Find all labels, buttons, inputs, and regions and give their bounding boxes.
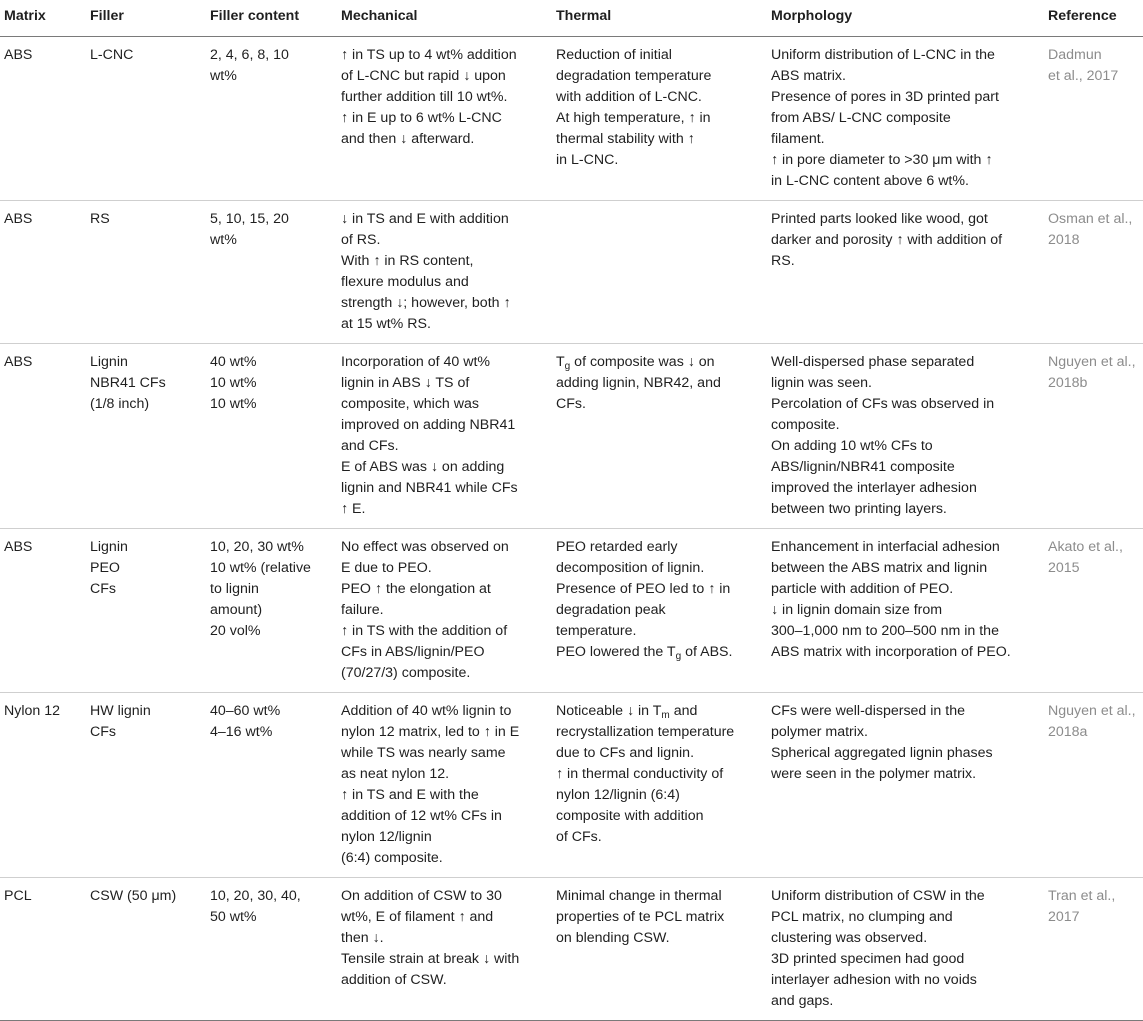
- cell-line: Lignin: [90, 539, 128, 555]
- cell-line: improved the interlayer adhesion: [771, 480, 977, 496]
- text-fragment: Noticeable ↓ in T: [556, 703, 662, 719]
- cell-line: in L-CNC content above 6 wt%.: [771, 173, 969, 189]
- cell-line: between the ABS matrix and lignin: [771, 560, 988, 576]
- cell-line: 2017: [1048, 909, 1080, 925]
- cell-line: adding lignin, NBR42, and: [556, 375, 721, 391]
- table-body: [0, 37, 1143, 1021]
- cell-line: amount): [210, 602, 263, 618]
- cell-line: ↑ in TS up to 4 wt% addition: [341, 47, 517, 63]
- cell-line: 2015: [1048, 560, 1080, 576]
- cell-line: due to CFs and lignin.: [556, 745, 695, 761]
- cell-line: lignin and NBR41 while CFs: [341, 480, 518, 496]
- cell-line: Enhancement in interfacial adhesion: [771, 539, 1000, 555]
- cell-line: ABS/lignin/NBR41 composite: [771, 459, 955, 475]
- subscript: g: [675, 651, 682, 662]
- header-filler: Filler: [86, 6, 206, 37]
- cell-line: PEO: [90, 560, 120, 576]
- cell-line: lignin was seen.: [771, 375, 872, 391]
- cell-filler: [86, 693, 206, 878]
- cell-line: ↓ in lignin domain size from: [771, 602, 943, 618]
- cell-line: filament.: [771, 131, 825, 147]
- cell-line: 5, 10, 15, 20: [210, 211, 289, 227]
- cell-line: 10 wt% (relative: [210, 560, 311, 576]
- cell-line: 10 wt%: [210, 396, 257, 412]
- cell-line: ABS matrix with incorporation of PEO.: [771, 644, 1011, 660]
- cell-line: PEO ↑ the elongation at: [341, 581, 491, 597]
- cell-line: 2018: [1048, 232, 1080, 248]
- cell-thermal: [552, 201, 767, 344]
- cell-line: [556, 642, 763, 663]
- cell-line: No effect was observed on: [341, 539, 509, 555]
- cell-filler: [86, 344, 206, 529]
- cell-line: ↑ in thermal conductivity of: [556, 766, 724, 782]
- cell-line: with addition of L-CNC.: [556, 89, 702, 105]
- cell-line: CFs were well-dispersed in the: [771, 703, 965, 719]
- cell-thermal: [552, 344, 767, 529]
- cell-line: addition of CSW.: [341, 972, 447, 988]
- cell-line: CFs in ABS/lignin/PEO: [341, 644, 485, 660]
- cell-line: Presence of PEO led to ↑ in: [556, 581, 731, 597]
- cell-line: flexure modulus and: [341, 274, 469, 290]
- cell-line: ↑ E.: [341, 501, 366, 517]
- cell-reference: [1044, 878, 1143, 1021]
- cell-line: while TS was nearly same: [341, 745, 506, 761]
- cell-line: properties of te PCL matrix: [556, 909, 725, 925]
- cell-filler-content: [206, 878, 337, 1021]
- cell-line: Presence of pores in 3D printed part: [771, 89, 999, 105]
- cell-reference: [1044, 693, 1143, 878]
- cell-line: particle with addition of PEO.: [771, 581, 954, 597]
- cell-line: nylon 12/lignin (6:4): [556, 787, 680, 803]
- cell-line: failure.: [341, 602, 384, 618]
- cell-line: RS.: [771, 253, 795, 269]
- cell-thermal: [552, 37, 767, 201]
- cell-line: 20 vol%: [210, 623, 261, 639]
- cell-line: recrystallization temperature: [556, 724, 735, 740]
- cell-line: as neat nylon 12.: [341, 766, 450, 782]
- cell-line: 300–1,000 nm to 200–500 nm in the: [771, 623, 999, 639]
- cell-line: and CFs.: [341, 438, 399, 454]
- cell-line: HW lignin: [90, 703, 151, 719]
- cell-matrix: ABS: [0, 201, 86, 344]
- table-row: [0, 693, 1143, 878]
- cell-line: Addition of 40 wt% lignin to: [341, 703, 512, 719]
- cell-line: and then ↓ afterward.: [341, 131, 475, 147]
- cell-line: ↑ in pore diameter to >30 μm with ↑: [771, 152, 993, 168]
- cell-morphology: [767, 878, 1044, 1021]
- header-matrix: Matrix: [0, 6, 86, 37]
- cell-line: 3D printed specimen had good: [771, 951, 965, 967]
- text-fragment: and: [669, 703, 698, 719]
- cell-line: NBR41 CFs: [90, 375, 166, 391]
- cell-line: were seen in the polymer matrix.: [771, 766, 977, 782]
- cell-reference: [1044, 529, 1143, 693]
- cell-line: Percolation of CFs was observed in: [771, 396, 995, 412]
- text-fragment: PEO lowered the T: [556, 644, 676, 660]
- cell-line: (70/27/3) composite.: [341, 665, 471, 681]
- cell-line: ↓ in TS and E with addition: [341, 211, 509, 227]
- cell-line: 10 wt%: [210, 375, 257, 391]
- cell-filler: [86, 37, 206, 201]
- cell-reference: [1044, 344, 1143, 529]
- cell-line: decomposition of lignin.: [556, 560, 705, 576]
- cell-line: et al., 2017: [1048, 68, 1119, 84]
- cell-line: composite with addition: [556, 808, 704, 824]
- cell-line: Spherical aggregated lignin phases: [771, 745, 993, 761]
- table-row: [0, 37, 1143, 201]
- cell-line: at 15 wt% RS.: [341, 316, 431, 332]
- cell-thermal: [552, 693, 767, 878]
- cell-morphology: [767, 201, 1044, 344]
- cell-morphology: [767, 37, 1044, 201]
- cell-line: PCL matrix, no clumping and: [771, 909, 953, 925]
- cell-line: darker and porosity ↑ with addition of: [771, 232, 1003, 248]
- cell-matrix: ABS: [0, 344, 86, 529]
- table-row: [0, 201, 1143, 344]
- cell-line: Incorporation of 40 wt%: [341, 354, 491, 370]
- cell-line: Printed parts looked like wood, got: [771, 211, 988, 227]
- cell-line: degradation peak: [556, 602, 666, 618]
- cell-line: ↑ in E up to 6 wt% L-CNC: [341, 110, 502, 126]
- cell-line: further addition till 10 wt%.: [341, 89, 508, 105]
- cell-line: of CFs.: [556, 829, 602, 845]
- cell-filler: [86, 878, 206, 1021]
- cell-line: wt%, E of filament ↑ and: [341, 909, 494, 925]
- cell-line: Tran et al.,: [1048, 888, 1116, 904]
- cell-morphology: [767, 344, 1044, 529]
- subscript: m: [661, 710, 670, 721]
- cell-matrix: ABS: [0, 37, 86, 201]
- cell-filler-content: [206, 344, 337, 529]
- cell-line: polymer matrix.: [771, 724, 868, 740]
- cell-mechanical: [337, 878, 552, 1021]
- cell-line: Uniform distribution of L-CNC in the: [771, 47, 995, 63]
- cell-line: strength ↓; however, both ↑: [341, 295, 511, 311]
- cell-line: Well-dispersed phase separated: [771, 354, 975, 370]
- cell-line: addition of 12 wt% CFs in: [341, 808, 502, 824]
- cell-line: nylon 12 matrix, led to ↑ in E: [341, 724, 520, 740]
- cell-line: of RS.: [341, 232, 381, 248]
- cell-line: composite, which was: [341, 396, 479, 412]
- cell-line: CFs: [90, 724, 117, 740]
- cell-line: Uniform distribution of CSW in the: [771, 888, 985, 904]
- cell-filler: [86, 529, 206, 693]
- cell-line: 10, 20, 30, 40,: [210, 888, 301, 904]
- cell-line: CFs: [90, 581, 117, 597]
- cell-line: [556, 352, 763, 373]
- cell-line: Osman et al.,: [1048, 211, 1133, 227]
- cell-line: 2018a: [1048, 724, 1088, 740]
- cell-line: interlayer adhesion with no voids: [771, 972, 977, 988]
- cell-line: thermal stability with ↑: [556, 131, 695, 147]
- cell-line: E due to PEO.: [341, 560, 432, 576]
- cell-matrix: Nylon 12: [0, 693, 86, 878]
- cell-line: Nguyen et al.,: [1048, 354, 1136, 370]
- cell-line: 40–60 wt%: [210, 703, 281, 719]
- cell-line: clustering was observed.: [771, 930, 928, 946]
- cell-line: nylon 12/lignin: [341, 829, 432, 845]
- cell-line: wt%: [210, 232, 237, 248]
- header-thermal: Thermal: [552, 6, 767, 37]
- cell-thermal: [552, 878, 767, 1021]
- cell-line: On adding 10 wt% CFs to: [771, 438, 933, 454]
- cell-line: in L-CNC.: [556, 152, 619, 168]
- header-reference: Reference: [1044, 6, 1143, 37]
- header-mechanical: Mechanical: [337, 6, 552, 37]
- cell-line: composite.: [771, 417, 840, 433]
- cell-line: of L-CNC but rapid ↓ upon: [341, 68, 506, 84]
- cell-line: to lignin: [210, 581, 259, 597]
- cell-line: Akato et al.,: [1048, 539, 1123, 555]
- cell-line: 4–16 wt%: [210, 724, 273, 740]
- cell-line: 2018b: [1048, 375, 1088, 391]
- cell-morphology: [767, 693, 1044, 878]
- cell-thermal: [552, 529, 767, 693]
- cell-line: and gaps.: [771, 993, 834, 1009]
- cell-line: temperature.: [556, 623, 637, 639]
- cell-line: on blending CSW.: [556, 930, 670, 946]
- cell-line: CSW (50 μm): [90, 888, 177, 904]
- cell-reference: [1044, 37, 1143, 201]
- header-filler-content: Filler content: [206, 6, 337, 37]
- cell-line: then ↓.: [341, 930, 384, 946]
- cell-line: Reduction of initial: [556, 47, 672, 63]
- cell-matrix: ABS: [0, 529, 86, 693]
- cell-line: Tensile strain at break ↓ with: [341, 951, 520, 967]
- text-fragment: of composite was ↓ on: [570, 354, 715, 370]
- cell-line: 10, 20, 30 wt%: [210, 539, 304, 555]
- cell-line: ↑ in TS with the addition of: [341, 623, 508, 639]
- cell-line: Minimal change in thermal: [556, 888, 722, 904]
- cell-line: Nguyen et al.,: [1048, 703, 1136, 719]
- cell-line: RS: [90, 211, 110, 227]
- cell-line: On addition of CSW to 30: [341, 888, 502, 904]
- subscript: g: [564, 361, 571, 372]
- cell-line: improved on adding NBR41: [341, 417, 516, 433]
- cell-line: from ABS/ L-CNC composite: [771, 110, 951, 126]
- cell-line: 50 wt%: [210, 909, 257, 925]
- cell-line: lignin in ABS ↓ TS of: [341, 375, 470, 391]
- cell-line: 2, 4, 6, 8, 10: [210, 47, 289, 63]
- cell-line: ABS matrix.: [771, 68, 846, 84]
- cell-line: With ↑ in RS content,: [341, 253, 474, 269]
- cell-filler-content: [206, 693, 337, 878]
- cell-line: PEO retarded early: [556, 539, 678, 555]
- cell-line: Lignin: [90, 354, 128, 370]
- cell-filler: [86, 201, 206, 344]
- cell-mechanical: [337, 201, 552, 344]
- cell-reference: [1044, 201, 1143, 344]
- header-morphology: Morphology: [767, 6, 1044, 37]
- cell-filler-content: [206, 529, 337, 693]
- cell-line: E of ABS was ↓ on adding: [341, 459, 505, 475]
- cell-line: (6:4) composite.: [341, 850, 443, 866]
- table-row: [0, 878, 1143, 1021]
- cell-filler-content: [206, 37, 337, 201]
- cell-mechanical: [337, 529, 552, 693]
- text-fragment: T: [556, 354, 565, 370]
- header-row: [0, 6, 1143, 37]
- table-row: [0, 344, 1143, 529]
- cell-line: L-CNC: [90, 47, 134, 63]
- cell-matrix: PCL: [0, 878, 86, 1021]
- cell-mechanical: [337, 344, 552, 529]
- composites-table: [0, 6, 1143, 1021]
- table-row: [0, 529, 1143, 693]
- cell-morphology: [767, 529, 1044, 693]
- cell-line: wt%: [210, 68, 237, 84]
- cell-mechanical: [337, 37, 552, 201]
- cell-line: Dadmun: [1048, 47, 1102, 63]
- cell-line: degradation temperature: [556, 68, 712, 84]
- cell-line: between two printing layers.: [771, 501, 947, 517]
- cell-filler-content: [206, 201, 337, 344]
- cell-line: At high temperature, ↑ in: [556, 110, 711, 126]
- cell-line: [556, 701, 763, 722]
- cell-line: 40 wt%: [210, 354, 257, 370]
- cell-line: ↑ in TS and E with the: [341, 787, 479, 803]
- cell-line: CFs.: [556, 396, 586, 412]
- cell-mechanical: [337, 693, 552, 878]
- cell-line: (1/8 inch): [90, 396, 150, 412]
- text-fragment: of ABS.: [681, 644, 733, 660]
